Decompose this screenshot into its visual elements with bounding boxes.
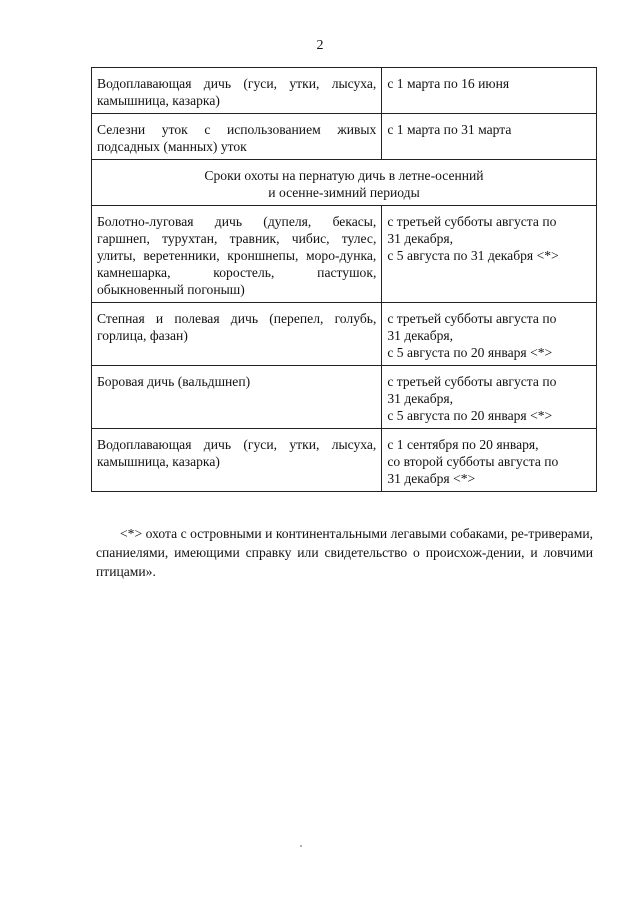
table-row (92, 114, 597, 160)
period-line: с 5 августа по 31 декабря <*> (387, 248, 559, 263)
game-cell: Боровая дичь (вальдшнеп) (92, 366, 382, 429)
period-line: 31 декабря, (387, 231, 454, 246)
footnote-paragraph: <*> охота с островными и континентальными легавыми собаками, ре-триверами, спаниелями, имеющими справку или свидетельство о происхож-дении, и ловчими птицами». (96, 526, 593, 579)
period-cell (382, 206, 597, 303)
table-row (92, 429, 597, 492)
game-cell: Водоплавающая дичь (гуси, утки, лысуха, камышница, казарка) (92, 429, 382, 492)
period-line: с третьей субботы августа по (387, 374, 557, 389)
game-cell: Селезни уток с использованием живых подсадных (манных) уток (92, 114, 382, 160)
game-cell: Степная и полевая дичь (перепел, голубь, горлица, фазан) (92, 303, 382, 366)
scan-speck (300, 845, 302, 847)
period-cell (382, 303, 597, 366)
section-header-row (92, 160, 597, 206)
period-line: с 1 сентября по 20 января, (387, 437, 539, 452)
period-line: с 5 августа по 20 января <*> (387, 345, 553, 360)
period-line: с 5 августа по 20 января <*> (387, 408, 553, 423)
period-cell (382, 114, 597, 160)
table-row (92, 303, 597, 366)
period-line: с 1 марта по 16 июня (387, 76, 510, 91)
table-row (92, 366, 597, 429)
section-header-line: Сроки охоты на пернатую дичь в летне-осенний (204, 168, 484, 183)
period-cell (382, 366, 597, 429)
period-line: с третьей субботы августа по (387, 311, 557, 326)
period-line: 31 декабря, (387, 391, 454, 406)
table-row (92, 68, 597, 114)
period-line: со второй субботы августа по (387, 454, 559, 469)
period-cell (382, 68, 597, 114)
period-line: с третьей субботы августа по (387, 214, 557, 229)
game-cell: Водоплавающая дичь (гуси, утки, лысуха, камышница, казарка) (92, 68, 382, 114)
table-row (92, 206, 597, 303)
period-cell (382, 429, 597, 492)
game-cell: Болотно-луговая дичь (дупеля, бекасы, гаршнеп, турухтан, травник, чибис, тулес, улиты, веретенники, кроншнепы, моро-дунка, камнешарка, коростель, пастушок, обыкновенный погоныш) (92, 206, 382, 303)
period-line: с 1 марта по 31 марта (387, 122, 512, 137)
section-header-line: и осенне-зимний периоды (268, 185, 420, 200)
period-line: 31 декабря <*> (387, 471, 476, 486)
page-number: 2 (316, 38, 324, 53)
section-header (92, 160, 597, 206)
period-line: 31 декабря, (387, 328, 454, 343)
hunting-seasons-table (91, 67, 597, 492)
